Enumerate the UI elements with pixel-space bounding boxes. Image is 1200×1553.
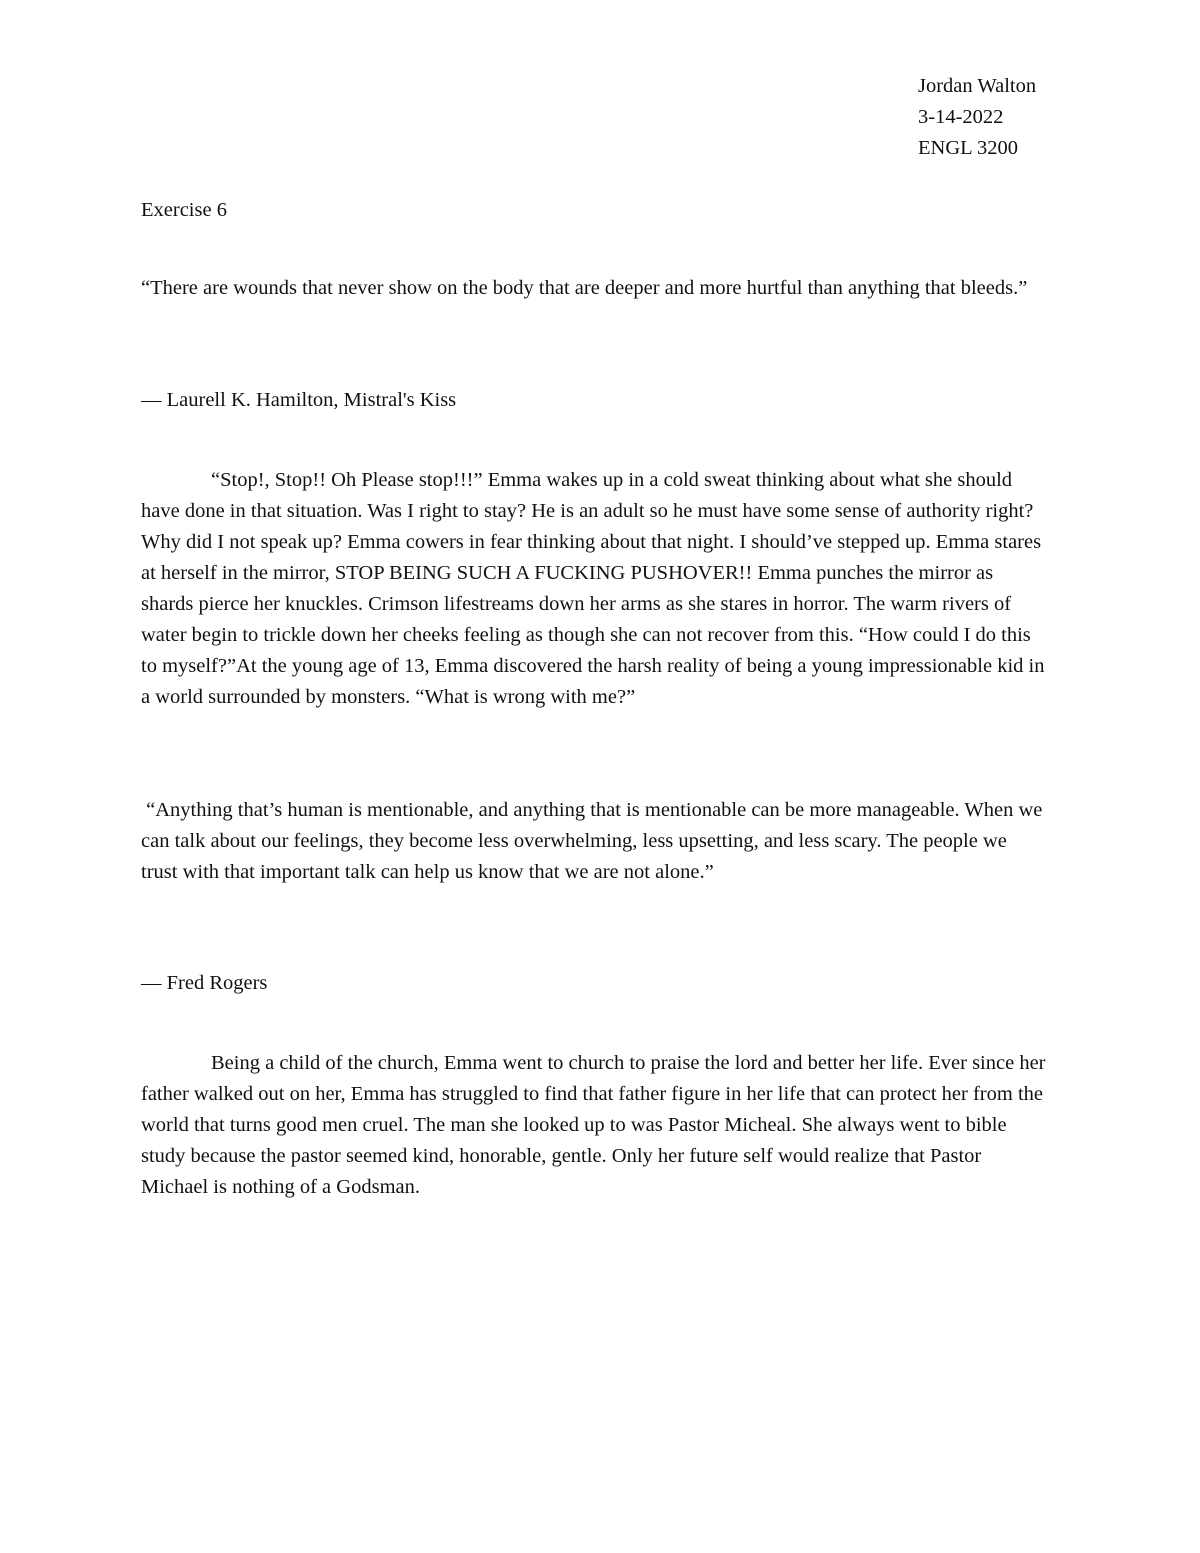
epigraph-attribution-1: ― Laurell K. Hamilton, Mistral's Kiss: [141, 389, 457, 411]
epigraph-quote-1: “There are wounds that never show on the body that are deeper and more hurtful than anything that bleeds.”: [141, 277, 1028, 299]
author-header: [918, 71, 1036, 164]
submission-date: 3-14-2022: [918, 106, 1004, 128]
epigraph-quote-2: “Anything that’s human is mentionable, and anything that is mentionable can be more manageable. When we can talk about our feelings, they become less overwhelming, less upsetting, and less scary. The people we trust with that important talk can help us know that we are not alone.”: [141, 799, 1048, 883]
story-paragraph-1: “Stop!, Stop!! Oh Please stop!!!” Emma wakes up in a cold sweat thinking about what she should have done in that situation. Was I right to stay? He is an adult so he must have some sense of authority right? Why did I not speak up? Emma cowers in fear thinking about that night. I should’ve stepped up. Emma stares at herself in the mirror, STOP BEING SUCH A FUCKING PUSHOVER!! Emma punches the mirror as shards pierce her knuckles. Crimson lifestreams down her arms as she stares in horror. The warm rivers of water begin to trickle down her cheeks feeling as though she can not recover from this. “How could I do this to myself?”At the young age of 13, Emma discovered the harsh reality of being a young impressionable kid in a world surrounded by monsters. “What is wrong with me?”: [141, 469, 1045, 708]
epigraph-attribution-2: ― Fred Rogers: [141, 972, 268, 994]
course-code: ENGL 3200: [918, 137, 1019, 159]
document-title: Exercise 6: [141, 199, 227, 221]
story-paragraph-2: Being a child of the church, Emma went to church to praise the lord and better her life. Ever since her father walked out on her, Emma has struggled to find that father figure in her life that can protect her from the world that turns good men cruel. The man she looked up to was Pastor Micheal. She always went to bible study because the pastor seemed kind, honorable, gentle. Only her future self would realize that Pastor Michael is nothing of a Godsman.: [141, 1052, 1046, 1198]
author-name: Jordan Walton: [918, 75, 1037, 97]
